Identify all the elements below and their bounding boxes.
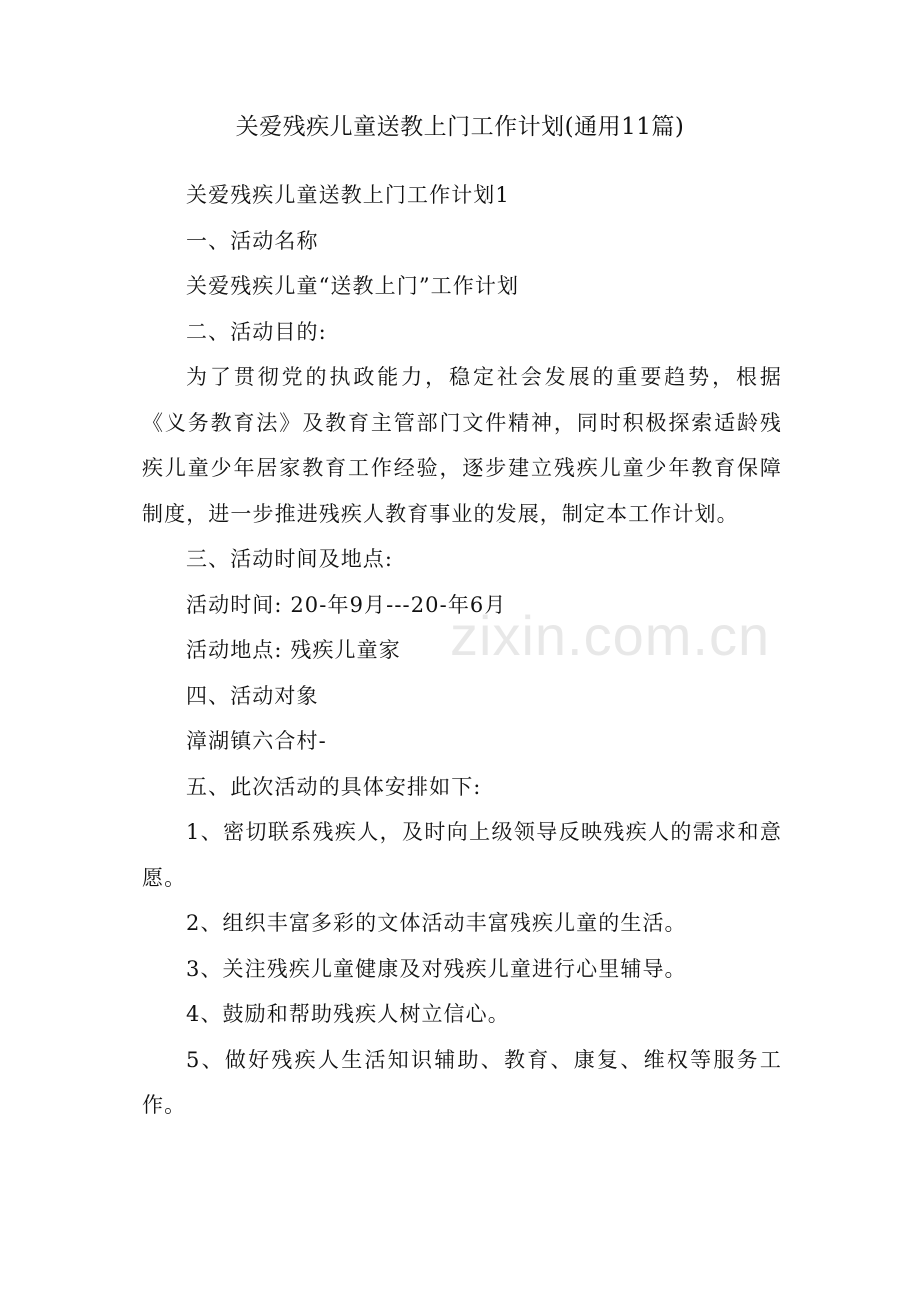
list-item: 5、做好残疾人生活知识辅助、教育、康复、维权等服务工作。 [142, 1047, 782, 1117]
body-paragraph: 关爱残疾儿童“送教上门”工作计划 [186, 274, 520, 298]
body-paragraph: 活动时间: 20-年9月---20-年6月 [186, 592, 507, 617]
body-paragraph: 为了贯彻党的执政能力，稳定社会发展的重要趋势，根据《义务教育法》及教育主管部门文件精神，同时积极探索适龄残疾儿童少年居家教育工作经验，逐步建立残疾儿童少年教育保障制度，进一步推进残疾人教育事业的发展，制定本工作计划。 [142, 365, 782, 526]
list-item: 4、鼓励和帮助残疾人树立信心。 [186, 1002, 510, 1026]
section-heading: 三、活动时间及地点: [186, 547, 394, 571]
section-heading: 四、活动对象 [186, 683, 319, 708]
list-item: 2、组织丰富多彩的文体活动丰富残疾儿童的生活。 [186, 911, 687, 935]
document-title: 关爱残疾儿童送教上门工作计划(通用11篇) [235, 114, 685, 140]
section-heading: 关爱残疾儿童送教上门工作计划1 [186, 183, 510, 207]
section-heading: 五、此次活动的具体安排如下: [186, 774, 482, 799]
section-heading: 一、活动名称 [186, 228, 319, 253]
watermark: zixin.com.cn [450, 604, 771, 667]
body-paragraph: 漳湖镇六合村- [186, 729, 327, 753]
list-item: 3、关注残疾儿童健康及对残疾儿童进行心里辅导。 [186, 956, 687, 981]
body-paragraph: 活动地点: 残疾儿童家 [186, 638, 401, 662]
list-item: 1、密切联系残疾人，及时向上级领导反映残疾人的需求和意愿。 [142, 820, 782, 890]
section-heading: 二、活动目的: [186, 319, 327, 344]
document-body [142, 173, 782, 1129]
